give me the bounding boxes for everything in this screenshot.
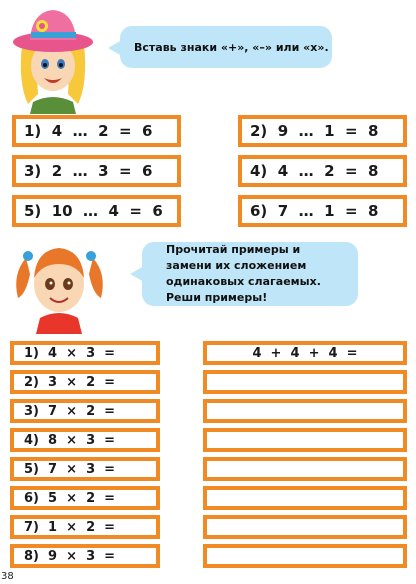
instruction-bubble-2 [142,242,358,306]
girl-with-pigtails-illustration [12,234,107,334]
bubble-tail [108,40,122,56]
exercise1-right-2[interactable]: 4) 4 … 2 = 8 [238,155,407,187]
multiplication-row-2[interactable]: 2) 3 × 2 = [10,370,160,394]
exercise1-left-2[interactable]: 3) 2 … 3 = 6 [12,155,181,187]
multiplication-row-8[interactable]: 8) 9 × 3 = [10,544,160,568]
instruction-text-1: Вставь знаки «+», «–» или «х». [134,40,329,54]
exercise1-left-1[interactable]: 1) 4 … 2 = 6 [12,115,181,147]
girl-with-hat-illustration [8,4,98,114]
answer-box-5[interactable] [203,457,407,481]
bubble-tail [130,266,144,282]
instruction-text-2: Прочитай примеры и замени их сложением одинаковых слагаемых. Реши примеры! [166,243,321,304]
multiplication-row-1[interactable]: 1) 4 × 3 = [10,341,160,365]
multiplication-row-4[interactable]: 4) 8 × 3 = [10,428,160,452]
answer-box-6[interactable] [203,486,407,510]
exercise1-right-1[interactable]: 2) 9 … 1 = 8 [238,115,407,147]
multiplication-row-6[interactable]: 6) 5 × 2 = [10,486,160,510]
answer-box-1[interactable]: 4 + 4 + 4 = [203,341,407,365]
answer-box-4[interactable] [203,428,407,452]
answer-box-2[interactable] [203,370,407,394]
instruction-bubble-1 [120,26,332,68]
multiplication-row-3[interactable]: 3) 7 × 2 = [10,399,160,423]
answer-box-3[interactable] [203,399,407,423]
multiplication-row-5[interactable]: 5) 7 × 3 = [10,457,160,481]
answer-box-8[interactable] [203,544,407,568]
exercise1-right-3[interactable]: 6) 7 … 1 = 8 [238,195,407,227]
answer-box-7[interactable] [203,515,407,539]
page-number: 38 [1,571,14,582]
exercise1-left-3[interactable]: 5) 10 … 4 = 6 [12,195,181,227]
multiplication-row-7[interactable]: 7) 1 × 2 = [10,515,160,539]
